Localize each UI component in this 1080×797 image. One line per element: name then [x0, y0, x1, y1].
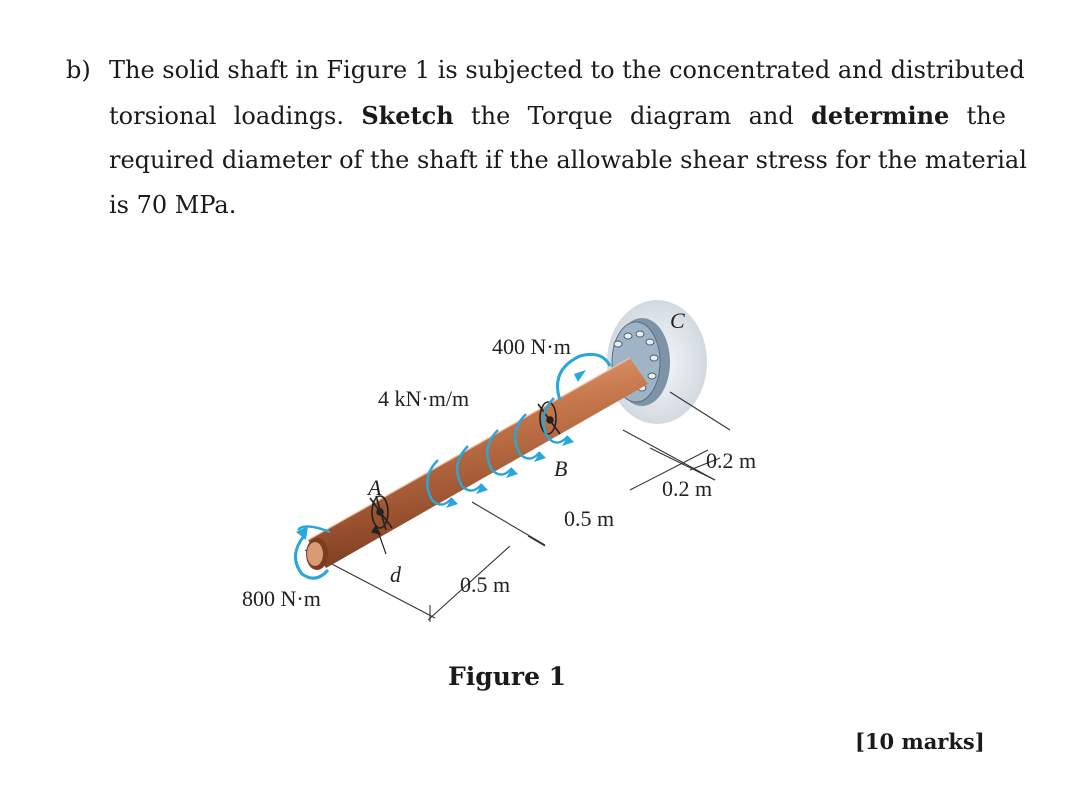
label-point-a: A — [368, 475, 382, 500]
label-dim-0.2m-left: 0.2 m — [662, 476, 713, 501]
question-line-3 — [66, 138, 1027, 183]
question-label: b) — [66, 56, 91, 84]
label-distributed-torque: 4 kN·m/m — [378, 386, 470, 411]
question-text — [66, 48, 1027, 228]
question-line-2 — [66, 93, 1006, 138]
line2-part-e: the — [966, 102, 1006, 130]
label-dim-0.5m-lower: 0.5 m — [460, 572, 511, 597]
label-dim-0.2m-right: 0.2 m — [706, 448, 757, 473]
figure-caption: Figure 1 — [448, 662, 567, 691]
line2-part-c: the Torque diagram and — [471, 102, 794, 130]
label-point-c: C — [670, 308, 685, 333]
question-line-2-text — [109, 93, 1006, 139]
marks-label: [10 marks] — [855, 729, 985, 754]
question-line-1-text: The solid shaft in Figure 1 is subjected to the concentrated and distributed — [109, 56, 1025, 84]
label-dim-0.5m-upper: 0.5 m — [564, 506, 615, 531]
label-point-b: B — [554, 456, 568, 481]
line2-part-a: torsional loadings. — [109, 102, 344, 130]
question-line-4-text: is 70 MPa. — [109, 191, 237, 219]
label-torque-800: 800 N·m — [242, 586, 321, 611]
shaft-figure — [210, 300, 810, 640]
shaft-body — [306, 358, 648, 570]
line2-bold-sketch: Sketch — [361, 101, 454, 130]
question-line-4 — [66, 183, 1006, 228]
line2-bold-determine: determine — [811, 101, 950, 130]
question-line-1 — [66, 48, 1025, 93]
label-torque-400: 400 N·m — [492, 334, 571, 359]
label-diameter: d — [390, 562, 401, 587]
question-line-3-text: required diameter of the shaft if the allowable shear stress for the material — [109, 146, 1027, 174]
